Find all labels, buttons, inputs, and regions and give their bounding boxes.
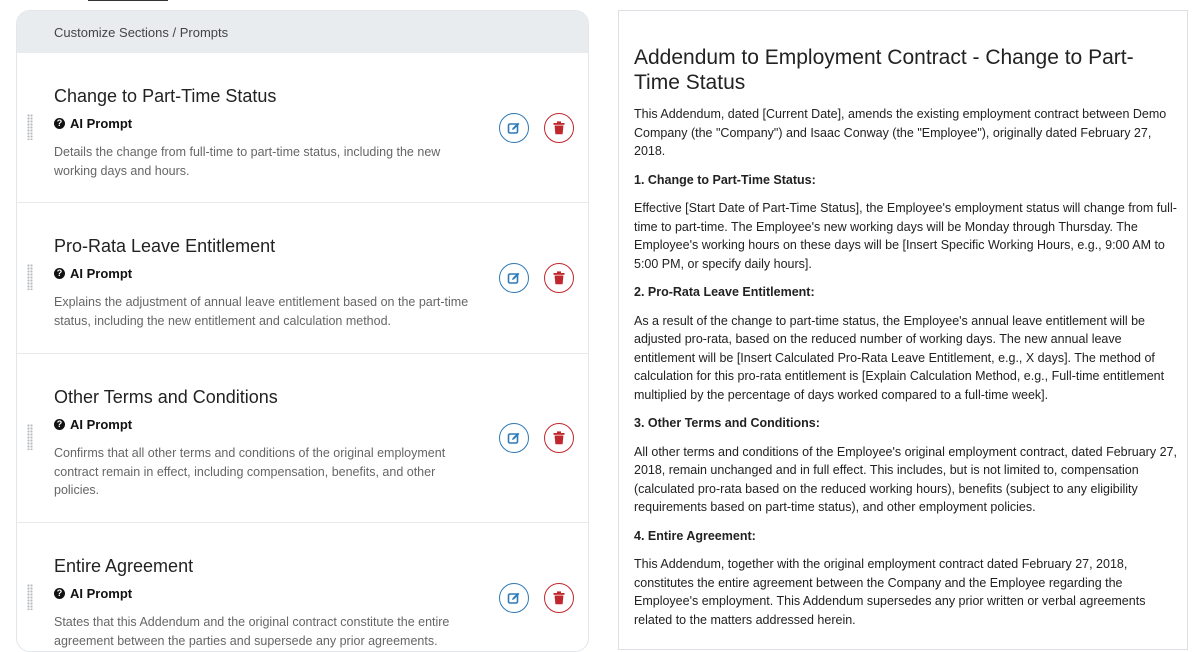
trash-icon <box>553 271 565 285</box>
drag-handle-icon[interactable] <box>27 424 33 450</box>
drag-handle-icon[interactable] <box>27 114 33 140</box>
edit-icon <box>507 271 521 285</box>
document-body <box>634 105 1179 639</box>
question-circle-icon: ? <box>54 118 65 129</box>
document-preview[interactable] <box>618 10 1188 650</box>
document-paragraph: All other terms and conditions of the Employee's original employment contract, dated February 27, 2018, remain unchanged and in full effect. This includes, but is not limited to, compensation (calculated pro-rata based on the reduced working hours), benefits (subject to any eligibility requirements based on part-time status), and other employment policies. <box>634 444 1177 514</box>
ai-prompt-label: ? AI Prompt <box>54 266 132 281</box>
edit-icon <box>507 121 521 135</box>
section-title: Other Terms and Conditions <box>54 387 278 407</box>
trash-icon <box>553 591 565 605</box>
ai-prompt-label: ? AI Prompt <box>54 417 132 432</box>
section-description: States that this Addendum and the original contract constitute the entire agreement between the parties and supersede any prior agreements. <box>54 615 450 648</box>
edit-icon <box>507 591 521 605</box>
document-intro: This Addendum, dated [Current Date], amends the existing employment contract between Demo Company (the "Company") and Isaac Conway (the "Employee"), originally dated February 27, 2018. <box>634 107 1167 158</box>
section-description: Explains the adjustment of annual leave entitlement based on the part-time status, including the new entitlement and calculation method. <box>54 295 469 328</box>
question-circle-icon: ? <box>54 588 65 599</box>
document-heading: 2. Pro-Rata Leave Entitlement: <box>634 285 815 299</box>
delete-button[interactable] <box>544 583 574 613</box>
section-title: Pro-Rata Leave Entitlement <box>54 236 276 256</box>
section-card <box>17 203 588 354</box>
breadcrumb-text: Customize Sections / Prompts <box>54 24 229 40</box>
delete-button[interactable] <box>544 263 574 293</box>
section-title: Change to Part-Time Status <box>54 86 277 106</box>
top-tab-underline <box>88 0 168 1</box>
drag-handle-icon[interactable] <box>27 584 33 610</box>
delete-button[interactable] <box>544 113 574 143</box>
section-description: Details the change from full-time to part-time status, including the new working days and hours. <box>54 145 441 178</box>
ai-prompt-label: ? AI Prompt <box>54 116 132 131</box>
section-description: Confirms that all other terms and conditions of the original employment contract remain in effect, including compensation, benefits, and other policies. <box>54 446 446 497</box>
edit-button[interactable] <box>499 423 529 453</box>
edit-button[interactable] <box>499 583 529 613</box>
drag-handle-icon[interactable] <box>27 264 33 290</box>
edit-button[interactable] <box>499 263 529 293</box>
breadcrumb <box>17 11 588 53</box>
ai-prompt-label: ? AI Prompt <box>54 586 132 601</box>
section-card <box>17 354 588 523</box>
document-title: Addendum to Employment Contract - Change to Part-Time Status <box>634 46 1134 94</box>
document-paragraph: As a result of the change to part-time status, the Employee's annual leave entitlement will be adjusted pro-rata, based on the reduced number of working days. The new annual leave entitlement will be [Insert Calculated Pro-Rata Leave Entitlement, e.g., X days]. The method of calculation for this pro-rata entitlement is [Explain Calculation Method, e.g., Full-time entitlement multiplied by the percentage of days worked compared to a full-time week]. <box>634 313 1165 402</box>
section-card <box>17 523 588 652</box>
section-title: Entire Agreement <box>54 556 194 576</box>
section-card <box>17 53 588 203</box>
edit-button[interactable] <box>499 113 529 143</box>
trash-icon <box>553 121 565 135</box>
delete-button[interactable] <box>544 423 574 453</box>
document-heading: 1. Change to Part-Time Status: <box>634 172 816 187</box>
document-paragraph: This Addendum, together with the original employment contract dated February 27, 2018, constitutes the entire agreement between the Company and the Employee regarding the Employee's employment. This Addendum supersedes any prior written or verbal agreements related to the matters addressed herein. <box>634 557 1146 627</box>
question-circle-icon: ? <box>54 268 65 279</box>
edit-icon <box>507 431 521 445</box>
document-heading: 4. Entire Agreement: <box>634 528 756 543</box>
trash-icon <box>553 431 565 445</box>
question-circle-icon: ? <box>54 419 65 430</box>
document-paragraph: Effective [Start Date of Part-Time Status], the Employee's employment status will change from full-time to part-time. The Employee's new working days will be Monday through Thursday. The Employee's working hours on these days will be [Insert Specific Working Hours, e.g., 9:00 AM to 5:00 PM, or specify daily hours]. <box>634 201 1177 271</box>
sections-panel <box>16 10 589 652</box>
document-heading: 3. Other Terms and Conditions: <box>634 416 820 430</box>
